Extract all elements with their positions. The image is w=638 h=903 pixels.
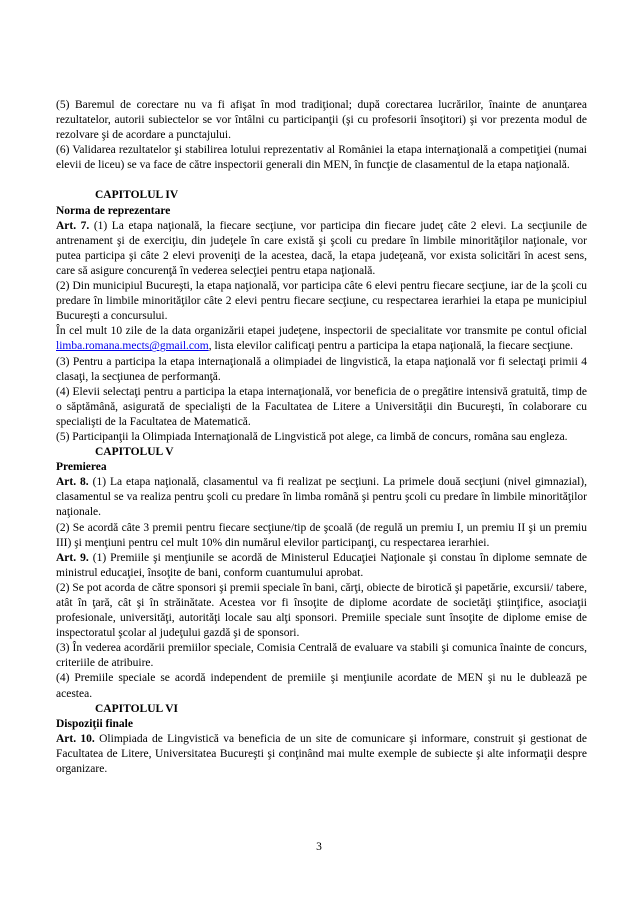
document-page <box>56 98 587 777</box>
paragraph-intro-5: (5) Baremul de corectare nu va fi afişat în mod tradiţional; după corectarea lucrărilor, înainte de anunţarea rezultatelor, autorii subiectelor se vor întâlni cu participanţii (şi cu profesorii însoţitori) şi vor prezenta modul de rezolvare şi de acordare a punctajului. <box>56 99 587 142</box>
chapter-iv-section-title: Norma de reprezentare <box>56 204 171 217</box>
article-7-paragraph-5: (4) Elevii selectaţi pentru a participa la etapa internaţională, vor beneficia de o pregătire intensivă gratuită, timp de o săptămână, asigurată de specialişti de la Facultatea de Litere a Universităţii din Bucureşti, în colaborare cu specialişti de la Facultatea de Matematică. <box>56 385 587 428</box>
article-7-paragraph-2: (2) Din municipiul Bucureşti, la etapa naţională, vor participa câte 6 elevi pentru fiecare secţiune, iar de la şcoli cu predare în limbile minorităţilor câte 2 elevi pentru fiecare secţiune, cu respectarea ierarhiei la etapa pe municipiul Bucureşti a concursului. <box>56 280 587 323</box>
article-9-label: Art. 9. <box>56 551 89 564</box>
chapter-v-section-title: Premierea <box>56 461 107 474</box>
article-7-text-1: (1) La etapa naţională, la fiecare secţiune, vor participa din fiecare judeţ câte 2 elevi. La secţiunile de antrenament şi de exerciţiu, din judeţele în care există şi şcoli cu predare în limbile minorităţilor naţionale, vor putea participa şi câte 2 elevi proveniţi de la acestea, dacă, la etapa judeţeană, vor exista solicitări în acest sens, care să asigure concurenţă în vederea selecţiei pentru etapa naţională. <box>56 219 587 277</box>
article-8-text-1: (1) La etapa naţională, clasamentul va fi realizat pe secţiuni. La primele două secţiuni (nivel gimnazial), clasamentul se va realiza pentru şcoli cu predare în limba română şi pentru şcoli cu predare în limbile minorităţilor naţionale. <box>56 476 587 519</box>
article-10-paragraph-1 <box>56 732 587 777</box>
chapter-vi-section-title: Dispoziţii finale <box>56 717 133 730</box>
article-7-paragraph-4: (3) Pentru a participa la etapa internaţională a olimpiadei de lingvistică, la etapa naţională vor fi selectaţi primii 4 clasaţi, la secţiunea de performanţă. <box>56 355 587 383</box>
article-10-text-1: Olimpiada de Lingvistică va beneficia de un site de comunicare şi informare, construit şi gestionat de Facultatea de Litere, Universitatea Bucureşti şi conţinând mai multe exemple de subiecte şi alte informaţii despre organizare. <box>56 732 587 776</box>
article-8-paragraph-1 <box>56 475 587 520</box>
article-8-paragraph-2: (2) Se acordă câte 3 premii pentru fiecare secţiune/tip de şcoală (de regulă un premiu I, un premiu II şi un premiu III) şi menţiuni pentru cel mult 10% din numărul elevilor participanţi, cu respectarea ierarhiei. <box>56 521 587 549</box>
article-7-paragraph-6: (5) Participanţii la Olimpiada Internaţională de Lingvistică pot alege, ca limbă de concurs, româna sau engleza. <box>56 430 568 443</box>
chapter-v-title: CAPITOLUL V <box>95 446 174 459</box>
article-7-text-3b: , lista elevilor calificaţi pentru a participa la etapa naţională, la fiecare secţiune. <box>208 340 574 353</box>
chapter-iv-title: CAPITOLUL IV <box>95 189 179 202</box>
article-9-paragraph-1 <box>56 551 587 581</box>
article-7-paragraph-1 <box>56 219 587 279</box>
chapter-vi-title: CAPITOLUL VI <box>95 702 178 715</box>
article-9-paragraph-4: (4) Premiile speciale se acordă independent de premiile şi menţiunile acordate de MEN şi nu le dublează pe acestea. <box>56 672 587 700</box>
article-7-paragraph-3 <box>56 324 587 354</box>
article-9-text-1: (1) Premiile şi menţiunile se acordă de Ministerul Educaţiei Naţionale şi constau în diplome semnate de ministrul educaţiei, însoţite de bani, conform cuantumului aprobat. <box>56 551 588 579</box>
article-9-paragraph-3: (3) În vederea acordării premiilor speciale, Comisia Centrală de evaluare va stabili şi comunica înainte de concurs, criteriile de atribuire. <box>56 642 587 670</box>
article-9-paragraph-2: (2) Se pot acorda de către sponsori şi premii speciale în bani, cărţi, obiecte de birotică şi papetărie, excursii/ tabere, atât în ţară, cât şi în străinătate. Acestea vor fi însoţite de diplome acordate de societăţi ştiinţifice, asociaţii profesionale, universităţi, autorităţi locale sau alţi sponsori. Premiile speciale sunt însoţite de diplome emise de inspectoratul şcolar al judeţului gazdă şi de sponsori. <box>56 581 587 640</box>
page-number: 3 <box>316 841 322 853</box>
article-10-label: Art. 10. <box>56 732 95 745</box>
paragraph-intro-6: (6) Validarea rezultatelor şi stabilirea lotului reprezentativ al României la etapa internaţională a competiţiei (numai elevii de liceu) se va face de către inspectorii generali din MEN, în funcţie de clasamentul de la etapa naţională. <box>56 144 587 172</box>
article-7-text-3a: În cel mult 10 zile de la data organizării etapei judeţene, inspectorii de specialitate vor transmite pe contul oficial <box>56 325 587 338</box>
article-7-label: Art. 7. <box>56 219 90 232</box>
email-link[interactable]: limba.romana.mects@gmail.com <box>56 340 209 353</box>
article-8-label: Art. 8. <box>56 476 89 489</box>
